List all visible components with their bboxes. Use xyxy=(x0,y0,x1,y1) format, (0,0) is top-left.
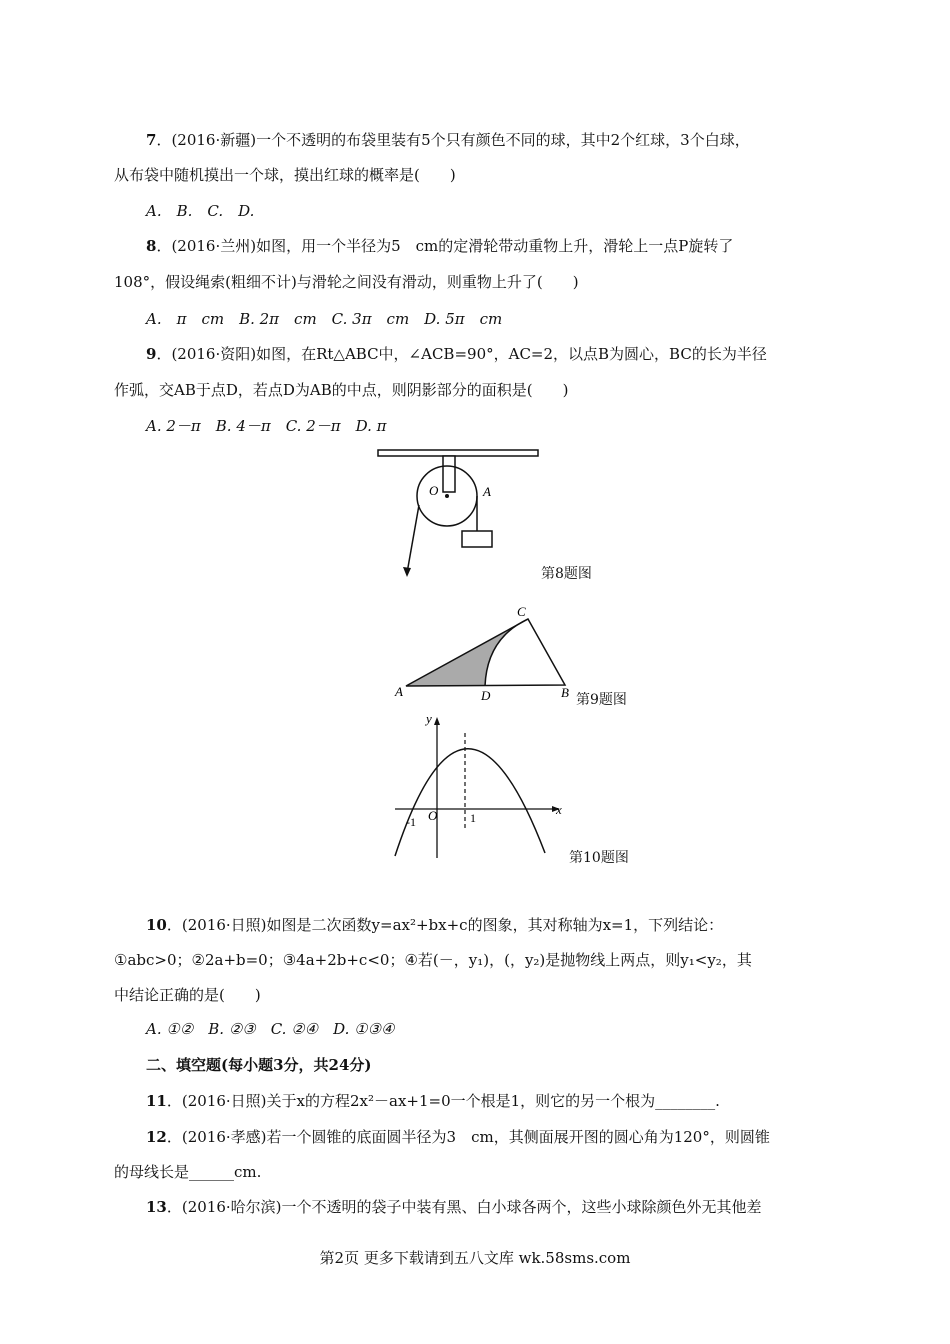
q12-line2: 的母线长是______cm. xyxy=(114,1163,262,1181)
fig9-label-a: A xyxy=(395,684,403,699)
q10-text-1: ．(2016·日照)如图是二次函数y=ax²+bx+c的图象，其对称轴为x=1，下列结论： xyxy=(166,916,724,934)
q8-line2: 108°，假设绳索(粗细不计)与滑轮之间没有滑动，则重物上升了( ) xyxy=(114,273,579,291)
q13-text-1: ．(2016·哈尔滨)一个不透明的袋子中装有黑、白小球各两个，这些小球除颜色外无其他差 xyxy=(166,1198,762,1216)
q13-number: 13 xyxy=(146,1198,167,1216)
q11-line1 xyxy=(146,1091,720,1111)
fig10-label-neg1: -1 xyxy=(406,815,416,829)
fig9-caption: 第9题图 xyxy=(576,692,627,708)
q10-line3: 中结论正确的是( ) xyxy=(114,986,261,1004)
section2-title: 二、填空题(每小题3分，共24分) xyxy=(146,1056,372,1074)
q10-line1 xyxy=(146,915,723,935)
q12-text-1: ．(2016·孝感)若一个圆锥的底面圆半径为3 cm，其侧面展开图的圆心角为120°，则圆锥 xyxy=(166,1128,770,1146)
fig8-label-o: O xyxy=(429,483,439,498)
fig8-label-a: A xyxy=(483,484,491,499)
q8-text-1: ．(2016·兰州)如图，用一个半径为5 cm的定滑轮带动重物上升，滑轮上一点P旋转了 xyxy=(156,237,734,255)
q11-text-1: ．(2016·日照)关于x的方程2x²－ax+1=0一个根是1，则它的另一个根为________. xyxy=(166,1092,720,1110)
figure-10-parabola xyxy=(390,708,570,863)
fig10-caption: 第10题图 xyxy=(569,850,629,866)
fig10-label-y: y xyxy=(426,711,432,726)
fig10-label-1: 1 xyxy=(470,811,476,825)
q9-text-1: ．(2016·资阳)如图，在Rt△ABC中，∠ACB=90°，AC=2，以点B为圆心，BC的长为半径 xyxy=(156,345,767,363)
q7-options: A. B. C. D. xyxy=(146,202,255,220)
figure-9-triangle xyxy=(395,603,575,703)
fig9-label-d: D xyxy=(481,688,491,703)
q11-number: 11 xyxy=(146,1092,167,1110)
q8-number: 8 xyxy=(146,237,157,255)
q8-line1 xyxy=(146,236,733,256)
q8-options: A. π cm B. 2π cm C. 3π cm D. 5π cm xyxy=(146,310,503,328)
q12-line1 xyxy=(146,1127,770,1147)
fig9-label-c: C xyxy=(517,604,526,619)
fig10-label-o: O xyxy=(428,808,438,823)
q10-options: A. ①② B. ②③ C. ②④ D. ①③④ xyxy=(146,1020,395,1038)
fig9-label-b: B xyxy=(561,685,569,700)
q10-line2: ①abc>0；②2a+b=0；③4a+2b+c<0；④若(－，y₁)，(，y₂)是抛物线上两点，则y₁<y₂，其 xyxy=(114,951,752,969)
fig10-label-x: x xyxy=(556,802,562,817)
q12-number: 12 xyxy=(146,1128,167,1146)
q7-text-1: ．(2016·新疆)一个不透明的布袋里装有5个只有颜色不同的球，其中2个红球，3个白球， xyxy=(156,131,750,149)
q13-line1 xyxy=(146,1197,762,1217)
q7-line1 xyxy=(146,130,750,150)
page-footer: 第2页 更多下载请到五八文库 wk.58sms.com xyxy=(319,1249,631,1267)
figure-8-pulley xyxy=(370,445,550,585)
q9-line1 xyxy=(146,344,767,364)
q7-number: 7 xyxy=(146,131,157,149)
q7-line2: 从布袋中随机摸出一个球，摸出红球的概率是( ) xyxy=(114,166,456,184)
q9-number: 9 xyxy=(146,345,157,363)
q9-options: A. 2－π B. 4－π C. 2－π D. π xyxy=(146,417,387,435)
fig8-caption: 第8题图 xyxy=(541,566,592,582)
q10-number: 10 xyxy=(146,916,167,934)
q9-line2: 作弧，交AB于点D，若点D为AB的中点，则阴影部分的面积是( ) xyxy=(114,381,569,399)
